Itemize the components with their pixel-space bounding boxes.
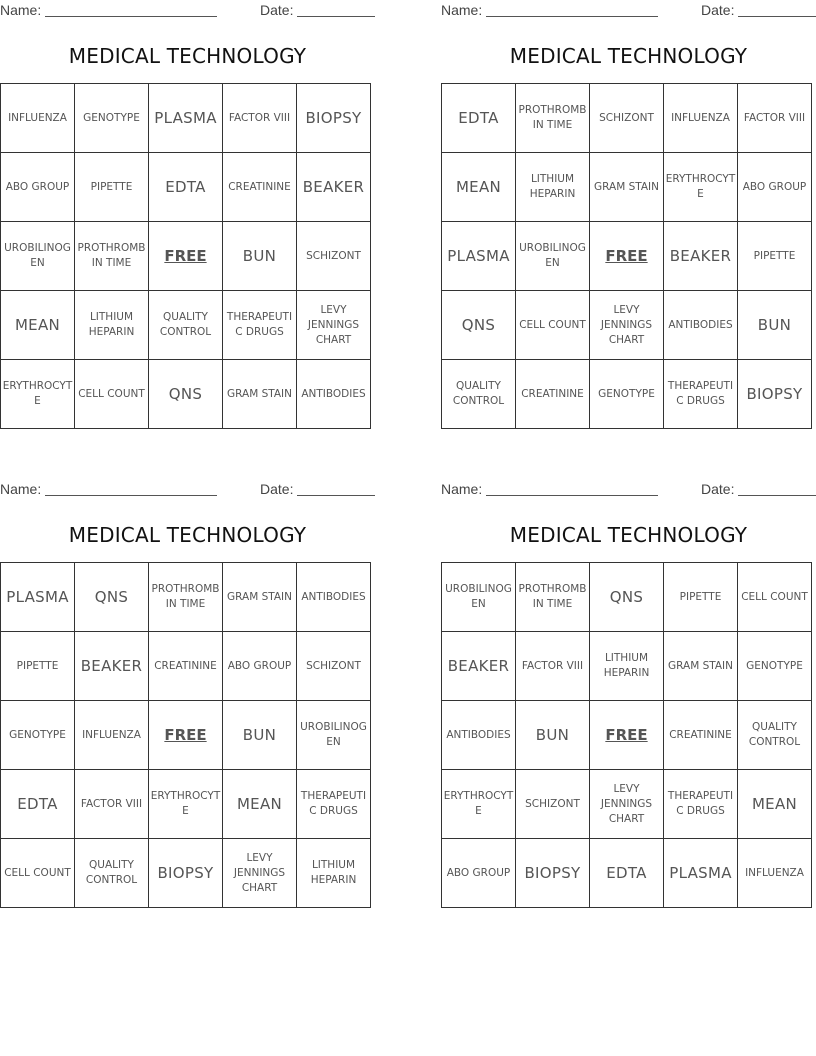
free-space-cell: FREE [590,701,664,770]
grid-row [1,84,371,153]
bingo-cell: BEAKER [664,222,738,291]
bingo-grid [441,83,812,429]
bingo-cell: QUALITY CONTROL [75,839,149,908]
bingo-cell: PROTHROMBIN TIME [516,563,590,632]
bingo-grid [441,562,812,908]
bingo-cell: ANTIBODIES [664,291,738,360]
bingo-cell: UROBILINOGEN [516,222,590,291]
bingo-cell: THERAPEUTIC DRUGS [223,291,297,360]
bingo-cell: LITHIUM HEPARIN [75,291,149,360]
bingo-cell: GRAM STAIN [664,632,738,701]
bingo-cell: BIOPSY [149,839,223,908]
bingo-cell: BUN [223,222,297,291]
grid-row [442,153,812,222]
bingo-cell: PIPETTE [75,153,149,222]
bingo-cell: FACTOR VIII [738,84,812,153]
card-header [0,0,375,20]
bingo-cell: BIOPSY [516,839,590,908]
card-title: MEDICAL TECHNOLOGY [509,44,748,68]
bingo-cell: GENOTYPE [738,632,812,701]
name-blank-line [45,16,217,17]
bingo-cell: ANTIBODIES [297,563,371,632]
bingo-cell: CREATININE [516,360,590,429]
bingo-card-3 [0,479,375,894]
bingo-cell: QNS [149,360,223,429]
free-space-cell: FREE [149,222,223,291]
grid-row [442,770,812,839]
grid-row [442,563,812,632]
grid-row [1,770,371,839]
bingo-cell: LITHIUM HEPARIN [590,632,664,701]
date-label: Date: [260,2,294,18]
card-header [441,479,816,499]
grid-row [1,563,371,632]
bingo-cell: EDTA [149,153,223,222]
free-space-cell: FREE [149,701,223,770]
bingo-cell: ERYTHROCYTE [1,360,75,429]
bingo-cell: BEAKER [75,632,149,701]
bingo-cell: PIPETTE [1,632,75,701]
bingo-cell: BIOPSY [297,84,371,153]
bingo-cell: BIOPSY [738,360,812,429]
bingo-cell: MEAN [442,153,516,222]
grid-row [1,839,371,908]
bingo-cell: PROTHROMBIN TIME [149,563,223,632]
bingo-cell: GRAM STAIN [223,360,297,429]
bingo-cell: PLASMA [149,84,223,153]
bingo-cell: LEVY JENNINGS CHART [297,291,371,360]
date-label: Date: [701,2,735,18]
bingo-cell: ABO GROUP [223,632,297,701]
grid-row [442,222,812,291]
bingo-cell: EDTA [1,770,75,839]
name-label: Name: [441,2,483,18]
bingo-cell: SCHIZONT [297,632,371,701]
card-header [441,0,816,20]
grid-row [1,360,371,429]
bingo-cell: SCHIZONT [516,770,590,839]
bingo-card-1 [0,0,375,407]
bingo-cell: ABO GROUP [1,153,75,222]
bingo-cell: CELL COUNT [75,360,149,429]
bingo-cell: UROBILINOGEN [442,563,516,632]
bingo-cell: THERAPEUTIC DRUGS [297,770,371,839]
bingo-grid [0,562,371,908]
grid-row [442,291,812,360]
bingo-cell: LEVY JENNINGS CHART [223,839,297,908]
bingo-cell: MEAN [738,770,812,839]
bingo-cell: LITHIUM HEPARIN [516,153,590,222]
bingo-cell: UROBILINOGEN [1,222,75,291]
bingo-cell: GRAM STAIN [590,153,664,222]
bingo-cell: INFLUENZA [738,839,812,908]
grid-row [1,291,371,360]
name-blank-line [45,495,217,496]
bingo-cell: CREATININE [664,701,738,770]
bingo-cell: BUN [738,291,812,360]
grid-row [442,632,812,701]
bingo-cell: FACTOR VIII [516,632,590,701]
bingo-cell: BUN [516,701,590,770]
bingo-cell: PLASMA [1,563,75,632]
bingo-card-2 [441,0,816,407]
bingo-cell: FACTOR VIII [223,84,297,153]
grid-row [1,222,371,291]
date-blank-line [738,16,816,17]
bingo-cell: PROTHROMBIN TIME [75,222,149,291]
bingo-cell: PLASMA [442,222,516,291]
grid-row [1,632,371,701]
bingo-cell: LITHIUM HEPARIN [297,839,371,908]
bingo-cell: CREATININE [149,632,223,701]
bingo-grid [0,83,371,429]
card-title: MEDICAL TECHNOLOGY [68,44,307,68]
grid-row [1,701,371,770]
bingo-cell: CELL COUNT [516,291,590,360]
date-blank-line [738,495,816,496]
date-label: Date: [260,481,294,497]
name-label: Name: [0,481,42,497]
grid-row [1,153,371,222]
free-space-cell: FREE [590,222,664,291]
bingo-cell: LEVY JENNINGS CHART [590,770,664,839]
bingo-cell: CELL COUNT [1,839,75,908]
bingo-cell: EDTA [442,84,516,153]
bingo-cell: ERYTHROCYTE [149,770,223,839]
bingo-cell: ABO GROUP [738,153,812,222]
date-label: Date: [701,481,735,497]
bingo-cell: THERAPEUTIC DRUGS [664,360,738,429]
bingo-cell: QNS [590,563,664,632]
bingo-cell: QUALITY CONTROL [149,291,223,360]
bingo-cell: INFLUENZA [664,84,738,153]
bingo-cell: EDTA [590,839,664,908]
date-blank-line [297,16,375,17]
bingo-cell: GRAM STAIN [223,563,297,632]
bingo-cell: SCHIZONT [590,84,664,153]
bingo-cell: INFLUENZA [75,701,149,770]
bingo-cell: INFLUENZA [1,84,75,153]
date-blank-line [297,495,375,496]
card-title: MEDICAL TECHNOLOGY [68,523,307,547]
card-header [0,479,375,499]
bingo-card-4 [441,479,816,882]
bingo-cell: THERAPEUTIC DRUGS [664,770,738,839]
bingo-cell: SCHIZONT [297,222,371,291]
bingo-cell: QNS [442,291,516,360]
bingo-cell: PROTHROMBIN TIME [516,84,590,153]
grid-row [442,701,812,770]
bingo-cell: ERYTHROCYTE [442,770,516,839]
grid-row [442,360,812,429]
bingo-cell: GENOTYPE [75,84,149,153]
grid-row [442,839,812,908]
name-label: Name: [441,481,483,497]
bingo-cell: ERYTHROCYTE [664,153,738,222]
bingo-cell: UROBILINOGEN [297,701,371,770]
bingo-cell: QUALITY CONTROL [738,701,812,770]
bingo-cell: MEAN [223,770,297,839]
bingo-cell: CELL COUNT [738,563,812,632]
bingo-cell: ANTIBODIES [297,360,371,429]
name-blank-line [486,495,658,496]
grid-row [442,84,812,153]
bingo-cell: ABO GROUP [442,839,516,908]
bingo-cell: BEAKER [297,153,371,222]
bingo-cell: LEVY JENNINGS CHART [590,291,664,360]
name-blank-line [486,16,658,17]
bingo-cell: BUN [223,701,297,770]
bingo-cell: GENOTYPE [1,701,75,770]
card-title: MEDICAL TECHNOLOGY [509,523,748,547]
bingo-cell: BEAKER [442,632,516,701]
bingo-cell: PIPETTE [738,222,812,291]
bingo-cell: QNS [75,563,149,632]
bingo-cell: ANTIBODIES [442,701,516,770]
bingo-cell: FACTOR VIII [75,770,149,839]
bingo-cell: QUALITY CONTROL [442,360,516,429]
bingo-cell: PIPETTE [664,563,738,632]
bingo-cell: CREATININE [223,153,297,222]
bingo-cell: MEAN [1,291,75,360]
bingo-cell: PLASMA [664,839,738,908]
name-label: Name: [0,2,42,18]
bingo-cell: GENOTYPE [590,360,664,429]
